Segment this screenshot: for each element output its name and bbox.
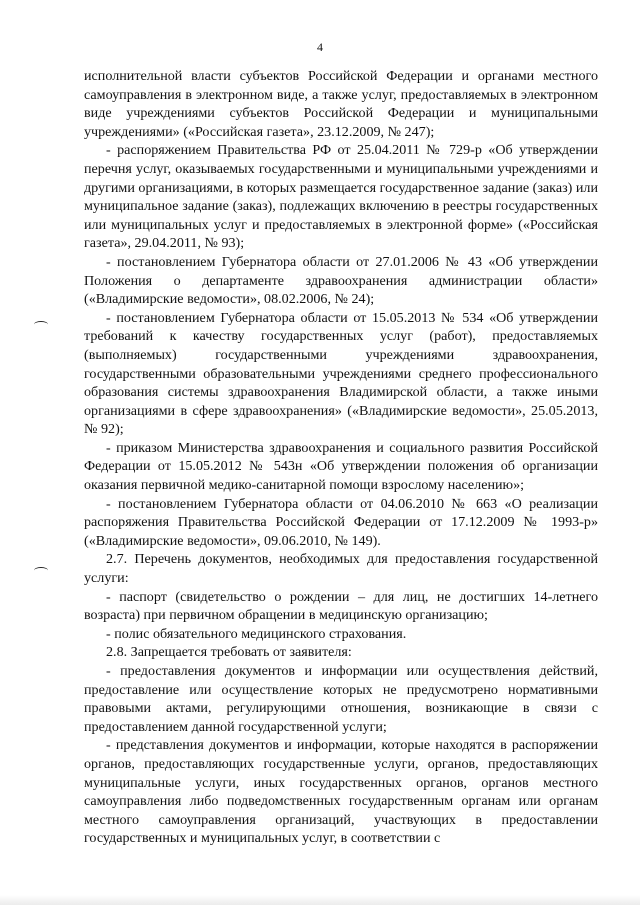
page-number: 4: [317, 40, 323, 54]
section-2-8-heading: 2.8. Запрещается требовать от заявителя:: [106, 644, 352, 661]
scan-edge-shadow: [0, 895, 640, 905]
paragraph-list-item: - предоставления документов и информации или осуществления действий, предоставление или осуществление которых не предусмотрено нормативными правовыми актами, регулирующими отношения, возникающие в связи с предоставлением данной государственной услуги;: [84, 663, 598, 735]
paragraph-continuation: исполнительной власти субъектов Российской Федерации и органами местного самоуправления в электронном виде, а также услуг, предоставляемых в электронном виде учреждениями субъектов Российской Федерации и муниципальными учреждениями» («Российская газета», 23.12.2009, № 247);: [84, 68, 598, 140]
section-2-7-heading: 2.7. Перечень документов, необходимых для предоставления государственной услуги:: [84, 551, 598, 587]
paragraph-list-item: - постановлением Губернатора области от 27.01.2006 № 43 «Об утверждении Положения о департаменте здравоохранения администрации области» («Владимирские ведомости», 08.02.2006, № 24);: [84, 253, 598, 308]
scan-mark: [34, 567, 48, 574]
paragraph-list-item: - приказом Министерства здравоохранения и социального развития Российской Федерации от 15.05.2012 № 543н «Об утверждении положения об организации оказания первичной медико-санитарной помощи взрослому населению»;: [84, 439, 598, 494]
paragraph-list-item: - полис обязательного медицинского страхования.: [106, 625, 407, 642]
paragraph-list-item: - распоряжением Правительства РФ от 25.04.2011 № 729-р «Об утверждении перечня услуг, оказываемых государственными и муниципальными учреждениями и другими организациями, в которых размещается государственное задание (заказ) или муниципальное задание (заказ), подлежащих включению в реестры государственных или муниципальных услуг и предоставляемых в электронной форме» («Российская газета», 29.04.2011, № 93);: [84, 142, 598, 252]
paragraph-list-item: - паспорт (свидетельство о рождении – для лиц, не достигших 14-летнего возраста) при первичном обращении в медицинскую организацию;: [84, 588, 598, 624]
paragraph-list-item: - постановлением Губернатора области от 15.05.2013 № 534 «Об утверждении требований к качеству государственных услуг (работ), предоставляемых (выполняемых) государственными учреждениями здравоохранения, государственными образовательными учреждениями среднего профессионального образования системы здравоохранения Владимирской области, а также иными организациями в сфере здравоохранения» («Владимирские ведомости», 25.05.2013, № 92);: [84, 309, 598, 438]
paragraph-list-item: - представления документов и информации, которые находятся в распоряжении органов, предоставляющих государственные услуги, органов, предоставляющих муниципальные услуги, иных государственных органов, органов местного самоуправления либо подведомственных государственным органам или органам местного самоуправления организаций, участвующих в предоставлении государственных и муниципальных услуг, в соответствии с: [84, 737, 598, 847]
scan-mark: [34, 321, 48, 328]
paragraph-list-item: - постановлением Губернатора области от 04.06.2010 № 663 «О реализации распоряжения Правительства Российской Федерации от 17.12.2009 № 1993-р» («Владимирские ведомости», 09.06.2010, № 149).: [84, 495, 598, 549]
document-body: [84, 67, 598, 848]
